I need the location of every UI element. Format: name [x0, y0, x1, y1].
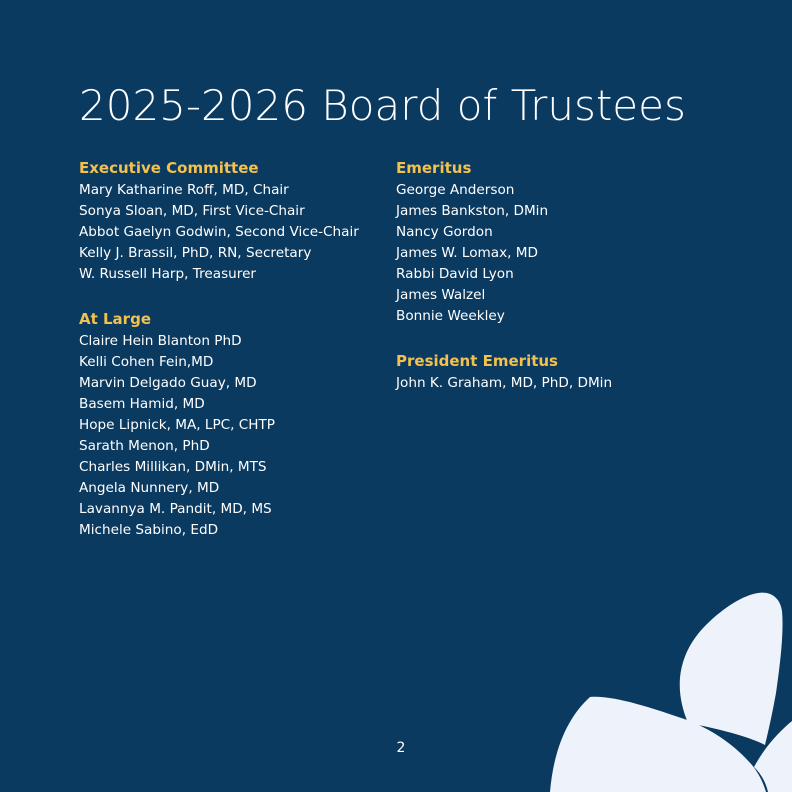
section-president-emeritus	[396, 349, 716, 394]
section-heading: Executive Committee	[79, 159, 259, 177]
member-name: Michele Sabino, EdD	[79, 522, 219, 538]
page-number: 2	[396, 740, 406, 756]
member-name: W. Russell Harp, Treasurer	[79, 266, 257, 282]
member-list	[79, 331, 379, 541]
member-list	[79, 180, 379, 285]
member-name: Angela Nunnery, MD	[79, 480, 220, 496]
member-name: Hope Lipnick, MA, LPC, CHTP	[79, 417, 276, 433]
member-name: Basem Hamid, MD	[79, 396, 205, 412]
member-name: Claire Hein Blanton PhD	[79, 333, 242, 349]
member-name: Sonya Sloan, MD, First Vice-Chair	[79, 203, 305, 219]
member-name: Rabbi David Lyon	[396, 266, 514, 282]
right-column	[396, 156, 716, 416]
member-name: George Anderson	[396, 182, 515, 198]
section-heading: Emeritus	[396, 159, 472, 177]
member-name: James Bankston, DMin	[396, 203, 549, 219]
section-executive-committee	[79, 156, 379, 285]
member-list	[396, 180, 716, 327]
member-name: James Walzel	[396, 287, 486, 303]
member-name: Nancy Gordon	[396, 224, 493, 240]
flower-petal-icon	[540, 585, 792, 792]
member-name: John K. Graham, MD, PhD, DMin	[396, 375, 613, 391]
member-name: Marvin Delgado Guay, MD	[79, 375, 257, 391]
section-at-large	[79, 307, 379, 541]
section-heading: President Emeritus	[396, 352, 558, 370]
member-name: James W. Lomax, MD	[396, 245, 538, 261]
member-name: Mary Katharine Roff, MD, Chair	[79, 182, 289, 198]
member-name: Kelly J. Brassil, PhD, RN, Secretary	[79, 245, 312, 261]
flower-petal-upper	[680, 593, 783, 745]
section-heading: At Large	[79, 310, 151, 328]
member-name: Sarath Menon, PhD	[79, 438, 210, 454]
member-name: Kelli Cohen Fein,MD	[79, 354, 214, 370]
left-column	[79, 156, 379, 563]
member-list	[396, 373, 716, 394]
member-name: Abbot Gaelyn Godwin, Second Vice-Chair	[79, 224, 359, 240]
member-name: Charles Millikan, DMin, MTS	[79, 459, 267, 475]
member-name: Lavannya M. Pandit, MD, MS	[79, 501, 272, 517]
member-name: Bonnie Weekley	[396, 308, 505, 324]
section-emeritus	[396, 156, 716, 327]
page-title: 2025-2026 Board of Trustees	[79, 81, 686, 130]
